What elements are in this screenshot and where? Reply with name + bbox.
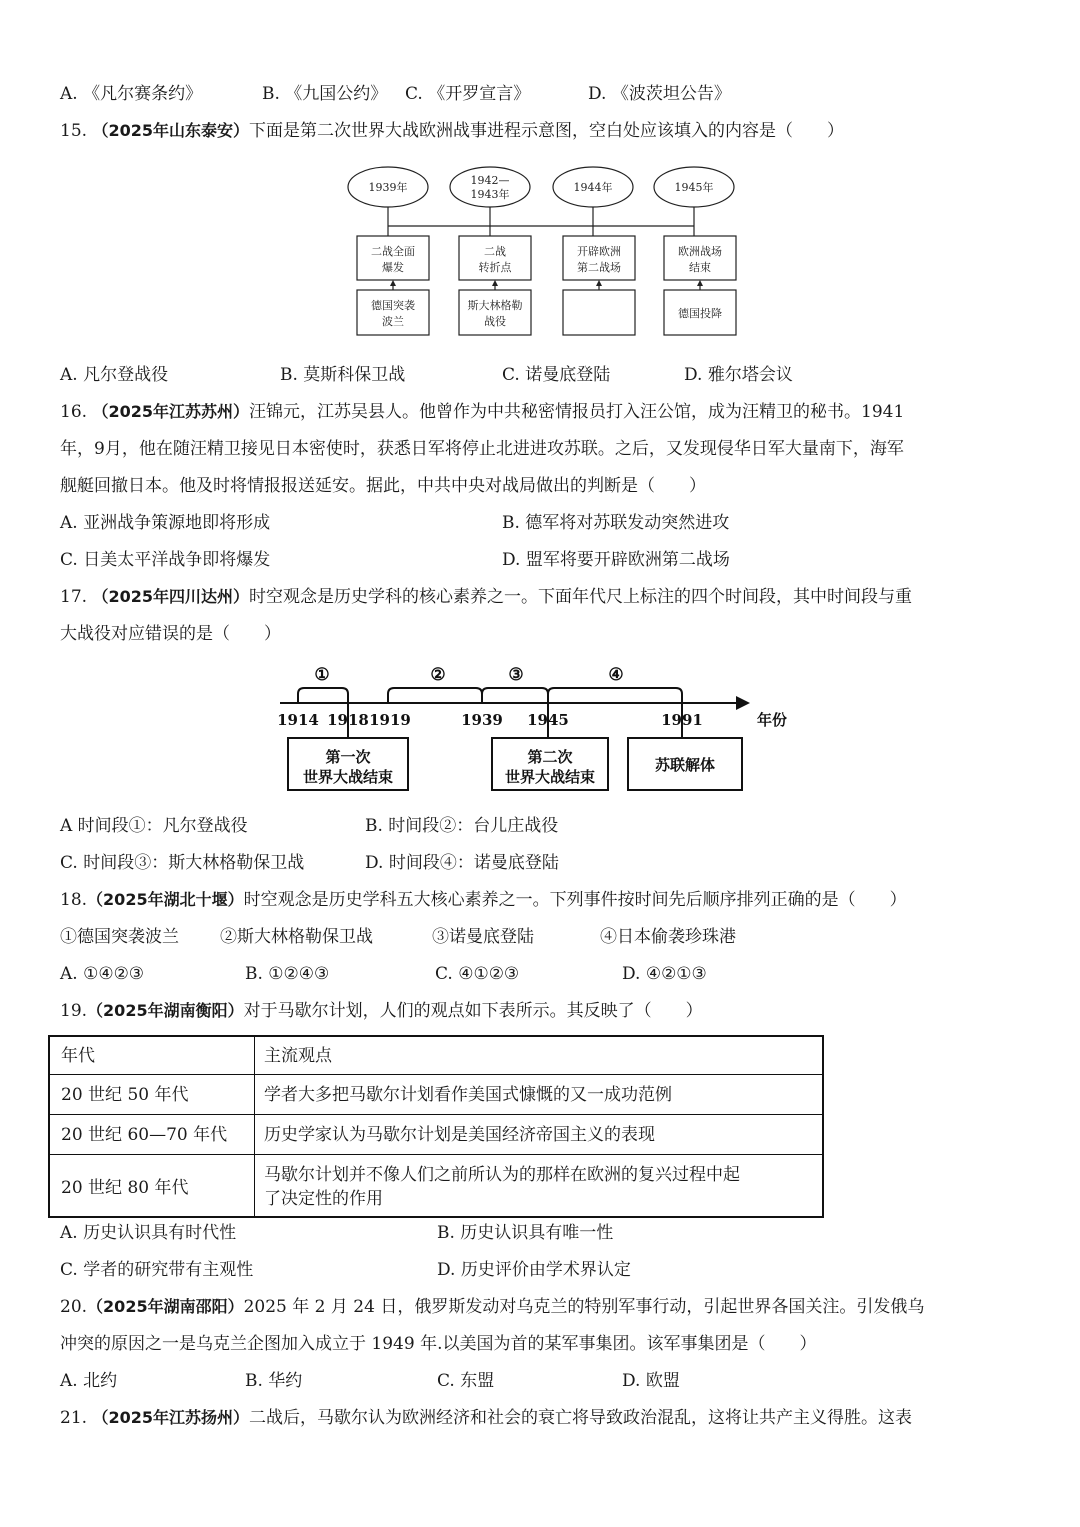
diagram-event-4b: 结束 (689, 261, 711, 274)
diagram-event-3a: 开辟欧洲 (577, 245, 621, 258)
q20-source: （2025年湖南邵阳） (87, 1297, 244, 1316)
diagram-event-4a: 欧洲战场 (678, 245, 722, 258)
q21-number: 21. (60, 1408, 88, 1428)
box-ww2-line-1: 第二次 (527, 748, 573, 766)
q19-option-d: D. 历史评价由学术界认定 (437, 1260, 631, 1280)
q17-stem-line-1 (60, 585, 912, 609)
q17-stem-1: 时空观念是历史学科的核心素养之一。下面年代尺上标注的四个时间段，其中时间段与重 (249, 587, 912, 607)
q16-stem-line-3: 舰艇回撤日本。他及时将情报报送延安。据此，中共中央对战局做出的判断是（ ） (60, 476, 706, 496)
table-row-3-view-line-2: 了决定性的作用 (264, 1189, 383, 1209)
diagram-cause-1b: 波兰 (382, 315, 404, 328)
q19-viewpoints-table (48, 1035, 824, 1218)
q20-stem-line-1 (60, 1295, 924, 1319)
year-1991: 1991 (661, 711, 703, 729)
q19-stem-line (60, 999, 703, 1023)
q17-option-d: D. 时间段④：诺曼底登陆 (365, 853, 559, 873)
period-2-label: ② (430, 665, 446, 685)
q19-option-b: B. 历史认识具有唯一性 (437, 1223, 614, 1243)
q18-event-4: ④日本偷袭珍珠港 (600, 927, 736, 947)
q15-stem-line (60, 119, 844, 143)
q15-number: 15. (60, 121, 88, 141)
diagram-event-2a: 二战 (484, 245, 506, 258)
diagram-cause-2a: 斯大林格勒 (467, 299, 523, 312)
q16-stem-1: 汪锦元，江苏吴县人。他曾作为中共秘密情报员打入汪公馆，成为汪精卫的秘书。1941 (249, 402, 905, 422)
year-1945: 1945 (527, 711, 569, 729)
q20-option-a: A. 北约 (60, 1371, 118, 1391)
q17-option-c: C. 时间段③：斯大林格勒保卫战 (60, 853, 305, 873)
q20-stem-line-2: 冲突的原因之一是乌克兰企图加入成立于 1949 年.以美国为首的某军事集团。该军事集团是（ ） (60, 1334, 817, 1354)
q16-option-b: B. 德军将对苏联发动突然进攻 (502, 513, 730, 533)
q20-option-c: C. 东盟 (437, 1371, 495, 1391)
box-ww1-line-1: 第一次 (325, 748, 371, 766)
q15-source: （2025年山东泰安） (92, 121, 249, 140)
diagram-event-1b: 爆发 (382, 261, 404, 274)
q18-option-c: C. ④①②③ (435, 964, 520, 984)
q16-option-d: D. 盟军将要开辟欧洲第二战场 (502, 550, 730, 570)
table-header-era: 年代 (61, 1046, 95, 1066)
box-ww1-line-2: 世界大战结束 (302, 768, 394, 786)
q15-option-a: A. 凡尔登战役 (60, 365, 169, 385)
q18-option-b: B. ①②④③ (245, 964, 330, 984)
q19-number: 19. (60, 1001, 88, 1021)
q18-event-2: ②斯大林格勒保卫战 (220, 927, 373, 947)
period-1-label: ① (314, 665, 330, 685)
q18-option-a: A. ①④②③ (60, 964, 145, 984)
q18-source: （2025年湖北十堰） (87, 890, 244, 909)
q16-option-a: A. 亚洲战争策源地即将形成 (60, 513, 271, 533)
q18-option-d: D. ④②①③ (622, 964, 707, 984)
q14-option-b: B. 《九国公约》 (262, 84, 388, 104)
table-row-1-era: 20 世纪 50 年代 (61, 1085, 189, 1105)
q14-option-a: A. 《凡尔赛条约》 (60, 84, 203, 104)
year-1919: 1919 (369, 711, 411, 729)
q20-stem-1: 2025 年 2 月 24 日，俄罗斯发动对乌克兰的特别军事行动，引起世界各国关注。引发俄乌 (243, 1297, 925, 1317)
q21-stem-line (60, 1406, 912, 1430)
q17-source: （2025年四川达州） (92, 587, 249, 606)
q16-stem-line-2: 年，9月，他在随汪精卫接见日本密使时，获悉日军将停止北进进攻苏联。之后，又发现侵华日军大量南下，海军 (60, 439, 904, 459)
q16-stem-line-1 (60, 400, 904, 424)
q16-option-c: C. 日美太平洋战争即将爆发 (60, 550, 271, 570)
diagram-cause-1a: 德国突袭 (371, 299, 415, 312)
q20-option-d: D. 欧盟 (622, 1371, 680, 1391)
q16-source: （2025年江苏苏州） (92, 402, 249, 421)
diagram-event-3b: 第二战场 (577, 261, 621, 274)
table-row-2-era: 20 世纪 60—70 年代 (61, 1125, 228, 1145)
q20-option-b: B. 华约 (245, 1371, 303, 1391)
q18-stem-line (60, 888, 907, 912)
year-1918: 1918 (327, 711, 369, 729)
q21-source: （2025年江苏扬州） (92, 1408, 249, 1427)
table-row-3-view-line-1: 马歇尔计划并不像人们之前所认为的那样在欧洲的复兴过程中起 (264, 1165, 740, 1185)
table-header-view: 主流观点 (264, 1046, 332, 1066)
q18-event-1: ①德国突袭波兰 (60, 927, 179, 947)
period-3-label: ③ (508, 665, 524, 685)
q19-source: （2025年湖南衡阳） (87, 1001, 244, 1020)
q18-number: 18. (60, 890, 88, 910)
q19-option-a: A. 历史认识具有时代性 (60, 1223, 237, 1243)
q14-option-d: D. 《波茨坦公告》 (588, 84, 731, 104)
q19-stem: 对于马歇尔计划，人们的观点如下表所示。其反映了（ ） (243, 1001, 703, 1021)
box-ww2-line-2: 世界大战结束 (504, 768, 596, 786)
q17-stem-line-2: 大战役对应错误的是（ ） (60, 624, 281, 644)
diagram-year-1944: 1944年 (573, 181, 613, 194)
q21-stem: 二战后，马歇尔认为欧洲经济和社会的衰亡将导致政治混乱，这将让共产主义得胜。这表 (249, 1408, 912, 1428)
q18-event-3: ③诺曼底登陆 (432, 927, 534, 947)
q17-option-b: B. 时间段②：台儿庄战役 (365, 816, 559, 836)
year-1914: 1914 (277, 711, 319, 729)
q15-ww2-europe-diagram (340, 160, 750, 340)
q17-option-a: A 时间段①：凡尔登战役 (60, 816, 248, 836)
year-1939: 1939 (461, 711, 503, 729)
box-ussr: 苏联解体 (654, 756, 716, 774)
q15-option-c: C. 诺曼底登陆 (502, 365, 611, 385)
q17-number: 17. (60, 587, 88, 607)
q17-timeline (270, 658, 800, 798)
q20-number: 20. (60, 1297, 88, 1317)
diagram-year-1939: 1939年 (368, 181, 408, 194)
diagram-cause-2b: 战役 (484, 315, 506, 328)
diagram-year-1945: 1945年 (674, 181, 714, 194)
q18-stem: 时空观念是历史学科五大核心素养之一。下列事件按时间先后顺序排列正确的是（ ） (243, 890, 907, 910)
table-row-2-view: 历史学家认为马歇尔计划是美国经济帝国主义的表现 (264, 1125, 655, 1145)
diagram-event-1a: 二战全面 (371, 245, 415, 258)
q15-option-b: B. 莫斯科保卫战 (280, 365, 406, 385)
q16-number: 16. (60, 402, 88, 422)
diagram-cause-4: 德国投降 (678, 307, 722, 320)
q14-option-c: C. 《开罗宣言》 (405, 84, 531, 104)
period-4-label: ④ (608, 665, 624, 685)
table-row-1-view: 学者大多把马歇尔计划看作美国式慷慨的又一成功范例 (264, 1085, 672, 1105)
diagram-year-1943: 1943年 (470, 188, 510, 201)
q19-option-c: C. 学者的研究带有主观性 (60, 1260, 254, 1280)
diagram-year-1942: 1942— (470, 174, 510, 187)
axis-label-year: 年份 (756, 711, 788, 729)
diagram-event-2b: 转折点 (478, 261, 512, 274)
q15-option-d: D. 雅尔塔会议 (684, 365, 793, 385)
q15-stem: 下面是第二次世界大战欧洲战事进程示意图，空白处应该填入的内容是（ ） (249, 121, 844, 141)
table-row-3-era: 20 世纪 80 年代 (61, 1178, 189, 1198)
